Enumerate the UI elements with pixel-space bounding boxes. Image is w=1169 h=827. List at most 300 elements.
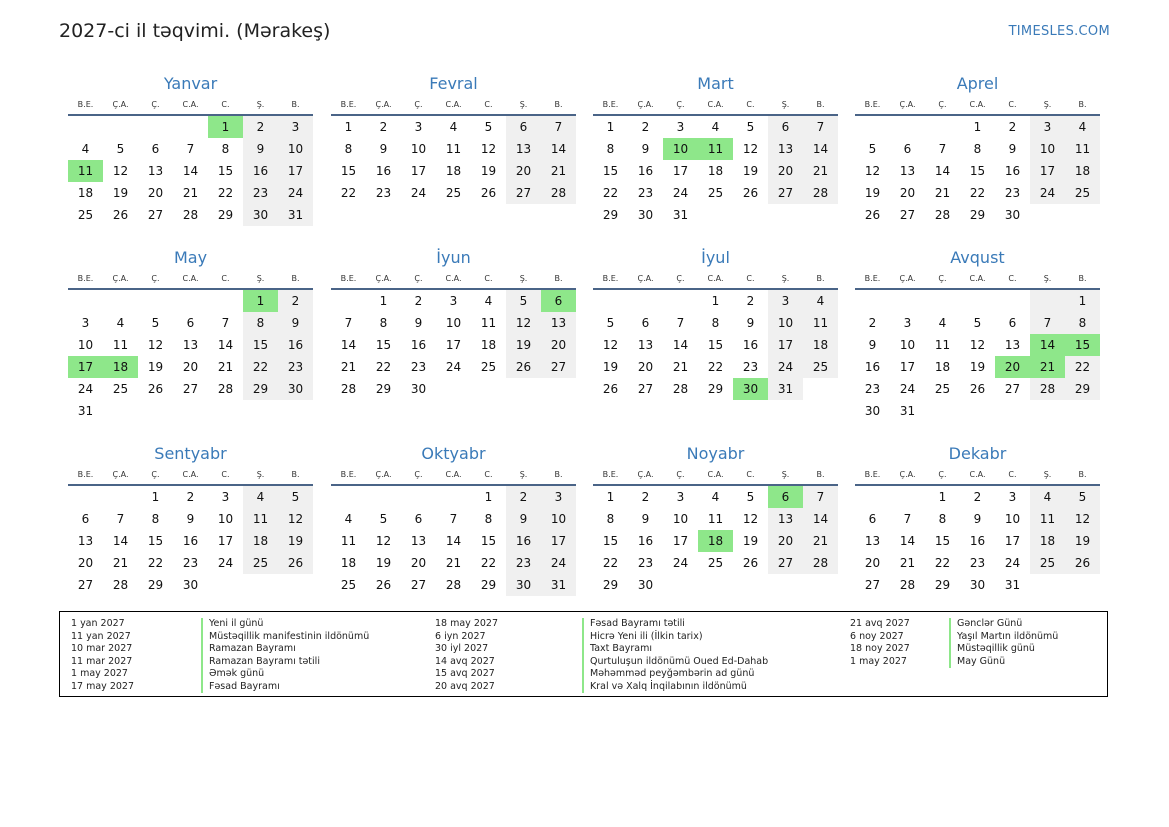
day-cell: 7	[186, 142, 195, 156]
weekday-label: B.	[291, 274, 300, 283]
weekday-label: C.	[746, 100, 755, 109]
month-name: Yanvar	[163, 74, 218, 93]
legend-date: 10 mar 2027	[71, 643, 133, 654]
empty-day-cell	[331, 290, 366, 312]
legend-dates-column	[71, 618, 134, 693]
day-cell: 7	[344, 316, 353, 330]
weekday-label: Ş.	[1043, 100, 1052, 109]
day-cell: 17	[672, 534, 689, 548]
day-cell: 26	[602, 382, 619, 396]
day-cell: 7	[541, 116, 576, 138]
day-cell: 12	[602, 338, 619, 352]
day-cell: 25	[340, 578, 357, 592]
weekday-label: Ş.	[781, 470, 790, 479]
legend-holiday-name: Fəsad Bayramı tətili	[590, 618, 685, 629]
day-cell: 23	[375, 186, 392, 200]
day-cell: 29	[602, 578, 619, 592]
weekday-label: Ş.	[781, 100, 790, 109]
day-cell: 16	[637, 534, 654, 548]
day-cell: 14	[899, 534, 916, 548]
day-cell: 28	[445, 578, 462, 592]
day-cell: 29	[243, 378, 278, 400]
weekday-label: Ş.	[519, 100, 528, 109]
day-cell: 2	[1008, 120, 1017, 134]
day-cell: 9	[868, 338, 877, 352]
legend-date: 20 avq 2027	[435, 680, 495, 692]
day-cell: 17	[899, 360, 916, 374]
day-cell: 13	[147, 164, 164, 178]
weekday-label: Ş.	[256, 274, 265, 283]
day-cell: 20	[410, 556, 427, 570]
day-cell: 13	[77, 534, 94, 548]
month-name: Sentyabr	[154, 444, 227, 463]
day-cell: 18	[340, 556, 357, 570]
day-cell: 15	[217, 164, 234, 178]
month-6	[593, 247, 838, 400]
day-cell: 13	[182, 338, 199, 352]
legend-date: 6 noy 2027	[850, 630, 904, 642]
day-grid	[855, 290, 1100, 422]
weekday-label: Ç.	[151, 100, 160, 109]
empty-day-cell	[925, 290, 960, 312]
weekday-label: C.A.	[969, 274, 986, 283]
day-cell: 19	[969, 360, 986, 374]
month-3	[855, 73, 1100, 226]
weekday-label: Ç.A.	[112, 470, 129, 479]
day-cell: 27	[768, 552, 803, 574]
day-cell: 22	[375, 360, 392, 374]
day-cell: 24	[1030, 182, 1065, 204]
empty-day-cell	[593, 290, 628, 312]
day-cell: 21	[672, 360, 689, 374]
day-cell: 7	[903, 512, 912, 526]
day-cell: 3	[676, 490, 685, 504]
day-cell: 22	[147, 556, 164, 570]
day-cell: 20	[768, 530, 803, 552]
day-cell: 12	[278, 508, 313, 530]
day-cell: 2	[186, 490, 195, 504]
empty-day-cell	[855, 486, 890, 508]
day-cell: 5	[1065, 486, 1100, 508]
day-cell: 15	[602, 164, 619, 178]
weekday-label: Ş.	[519, 274, 528, 283]
day-cell: 4	[711, 120, 720, 134]
day-cell: 13	[768, 508, 803, 530]
day-cell: 10	[410, 142, 427, 156]
day-cell: 23	[637, 186, 654, 200]
day-cell: 17	[1004, 534, 1021, 548]
empty-day-cell	[208, 290, 243, 312]
day-cell: 9	[506, 508, 541, 530]
day-cell: 19	[864, 186, 881, 200]
day-cell: 31	[278, 204, 313, 226]
legend-holiday-name: Ramazan Bayramı	[209, 643, 296, 654]
holiday-day-cell: 21	[1030, 356, 1065, 378]
day-cell: 17	[1030, 160, 1065, 182]
day-cell: 25	[445, 186, 462, 200]
weekday-label: C.	[221, 470, 230, 479]
weekday-header	[593, 96, 838, 116]
day-cell: 2	[278, 290, 313, 312]
day-cell: 6	[1008, 316, 1017, 330]
weekday-label: Ş.	[1043, 470, 1052, 479]
day-cell: 4	[803, 290, 838, 312]
legend-holiday-name: Qurtuluşun ildönümü Oued Ed-Dahab	[590, 655, 769, 667]
empty-day-cell	[173, 290, 208, 312]
day-cell: 27	[899, 208, 916, 222]
day-cell: 16	[182, 534, 199, 548]
day-cell: 2	[506, 486, 541, 508]
day-cell: 12	[112, 164, 129, 178]
day-cell: 6	[768, 116, 803, 138]
day-cell: 26	[375, 578, 392, 592]
empty-day-cell	[103, 116, 138, 138]
legend-date: 11 yan 2027	[71, 630, 131, 642]
weekday-label: B.E.	[864, 470, 881, 479]
day-cell: 12	[506, 312, 541, 334]
holiday-day-cell: 6	[541, 290, 576, 312]
empty-day-cell	[436, 486, 471, 508]
month-name: Oktyabr	[421, 444, 486, 463]
day-cell: 30	[969, 578, 986, 592]
day-cell: 16	[410, 338, 427, 352]
weekday-label: B.E.	[77, 100, 94, 109]
day-cell: 24	[899, 382, 916, 396]
day-cell: 27	[410, 578, 427, 592]
empty-day-cell	[890, 486, 925, 508]
weekday-label: B.	[1078, 274, 1087, 283]
day-cell: 20	[147, 186, 164, 200]
day-cell: 31	[672, 208, 689, 222]
day-cell: 20	[77, 556, 94, 570]
day-cell: 21	[934, 186, 951, 200]
day-cell: 15	[375, 338, 392, 352]
day-cell: 30	[278, 378, 313, 400]
holiday-day-cell: 18	[698, 530, 733, 552]
day-cell: 3	[676, 120, 685, 134]
empty-day-cell	[103, 486, 138, 508]
weekday-label: Ş.	[256, 100, 265, 109]
day-cell: 18	[803, 334, 838, 356]
legend-holiday-name: Kral və Xalq İnqilabının ildönümü	[590, 680, 747, 692]
legend-holiday-name: Yaşıl Martın ildönümü	[957, 630, 1059, 642]
day-cell: 12	[742, 142, 759, 156]
day-cell: 21	[541, 160, 576, 182]
month-name: İyul	[701, 248, 730, 267]
weekday-label: B.	[554, 470, 563, 479]
day-cell: 29	[217, 208, 234, 222]
day-cell: 3	[541, 486, 576, 508]
day-cell: 8	[344, 142, 353, 156]
empty-day-cell	[138, 116, 173, 138]
day-cell: 20	[637, 360, 654, 374]
day-cell: 14	[445, 534, 462, 548]
day-cell: 22	[602, 556, 619, 570]
day-cell: 11	[480, 316, 497, 330]
weekday-header	[68, 270, 313, 290]
day-cell: 5	[606, 316, 615, 330]
day-cell: 11	[934, 338, 951, 352]
day-cell: 3	[278, 116, 313, 138]
day-cell: 13	[768, 138, 803, 160]
day-cell: 5	[484, 120, 493, 134]
day-cell: 8	[379, 316, 388, 330]
weekday-label: C.A.	[969, 470, 986, 479]
day-cell: 11	[340, 534, 357, 548]
day-cell: 3	[81, 316, 90, 330]
day-cell: 23	[182, 556, 199, 570]
day-cell: 22	[602, 186, 619, 200]
day-cell: 28	[340, 382, 357, 396]
day-cell: 11	[1030, 508, 1065, 530]
day-cell: 3	[1030, 116, 1065, 138]
day-cell: 4	[938, 316, 947, 330]
day-cell: 23	[243, 182, 278, 204]
weekday-label: Ç.A.	[899, 470, 916, 479]
day-cell: 18	[480, 338, 497, 352]
day-cell: 4	[484, 294, 493, 308]
page-title: 2027-ci il təqvimi. (Mərakeş)	[59, 20, 331, 42]
day-cell: 14	[934, 164, 951, 178]
weekday-header	[855, 270, 1100, 290]
day-cell: 11	[803, 312, 838, 334]
day-cell: 29	[707, 382, 724, 396]
month-2	[593, 73, 838, 226]
day-cell: 23	[637, 556, 654, 570]
day-cell: 19	[112, 186, 129, 200]
day-cell: 19	[742, 164, 759, 178]
month-8	[68, 443, 313, 596]
day-cell: 14	[803, 138, 838, 160]
weekday-label: Ç.A.	[112, 274, 129, 283]
day-cell: 29	[375, 382, 392, 396]
legend-holiday-name: Yeni il günü	[209, 618, 264, 629]
empty-day-cell	[68, 486, 103, 508]
day-cell: 15	[707, 338, 724, 352]
weekday-label: B.	[291, 470, 300, 479]
day-cell: 16	[375, 164, 392, 178]
day-cell: 21	[803, 530, 838, 552]
day-cell: 8	[711, 316, 720, 330]
legend-holiday-marker	[949, 618, 951, 668]
day-cell: 23	[1004, 186, 1021, 200]
day-cell: 10	[541, 508, 576, 530]
weekday-label: B.E.	[864, 274, 881, 283]
month-name: Mart	[697, 74, 734, 93]
day-cell: 23	[742, 360, 759, 374]
day-cell: 29	[602, 208, 619, 222]
weekday-label: Ç.	[676, 470, 685, 479]
day-cell: 22	[243, 356, 278, 378]
weekday-label: B.E.	[602, 274, 619, 283]
day-cell: 10	[768, 312, 803, 334]
legend-date: 17 may 2027	[71, 680, 135, 692]
day-cell: 2	[243, 116, 278, 138]
day-cell: 1	[711, 294, 720, 308]
weekday-header	[593, 466, 838, 486]
day-cell: 16	[506, 530, 541, 552]
weekday-label: B.	[816, 100, 825, 109]
weekday-label: Ç.A.	[637, 470, 654, 479]
day-cell: 27	[864, 578, 881, 592]
weekday-label: B.E.	[77, 274, 94, 283]
day-cell: 1	[151, 490, 160, 504]
day-cell: 2	[868, 316, 877, 330]
day-cell: 28	[803, 182, 838, 204]
day-cell: 5	[746, 120, 755, 134]
legend-holiday-name: Müstəqillik günü	[957, 643, 1035, 654]
day-cell: 8	[938, 512, 947, 526]
day-cell: 3	[1008, 490, 1017, 504]
empty-day-cell	[103, 290, 138, 312]
day-cell: 9	[746, 316, 755, 330]
day-cell: 20	[768, 160, 803, 182]
day-cell: 26	[112, 208, 129, 222]
day-cell: 28	[1030, 378, 1065, 400]
day-cell: 21	[899, 556, 916, 570]
legend-date: 1 yan 2027	[71, 618, 125, 629]
day-cell: 4	[243, 486, 278, 508]
day-cell: 13	[410, 534, 427, 548]
day-cell: 31	[541, 574, 576, 596]
day-grid	[331, 116, 576, 204]
day-cell: 7	[221, 316, 230, 330]
day-cell: 25	[77, 208, 94, 222]
weekday-label: Ş.	[256, 470, 265, 479]
day-cell: 9	[379, 142, 388, 156]
day-cell: 7	[1030, 312, 1065, 334]
day-cell: 18	[1065, 160, 1100, 182]
day-cell: 28	[672, 382, 689, 396]
legend-date: 30 iyl 2027	[435, 643, 489, 654]
legend-names-column	[209, 618, 369, 693]
day-cell: 19	[506, 334, 541, 356]
weekday-label: B.E.	[864, 100, 881, 109]
weekday-label: B.E.	[602, 470, 619, 479]
holiday-legend	[59, 611, 1108, 697]
day-cell: 3	[903, 316, 912, 330]
day-cell: 8	[973, 142, 982, 156]
day-cell: 24	[672, 556, 689, 570]
weekday-label: B.	[816, 470, 825, 479]
day-cell: 23	[278, 356, 313, 378]
day-cell: 15	[480, 534, 497, 548]
day-cell: 21	[340, 360, 357, 374]
site-link[interactable]: TIMESLES.COM	[1008, 24, 1110, 39]
weekday-label: B.	[1078, 470, 1087, 479]
day-cell: 22	[480, 556, 497, 570]
day-cell: 1	[606, 490, 615, 504]
day-cell: 28	[803, 552, 838, 574]
day-cell: 23	[969, 556, 986, 570]
weekday-label: Ç.	[938, 470, 947, 479]
empty-day-cell	[628, 290, 663, 312]
day-cell: 12	[742, 512, 759, 526]
month-name: May	[173, 248, 208, 267]
day-cell: 6	[151, 142, 160, 156]
day-cell: 24	[410, 186, 427, 200]
empty-day-cell	[995, 290, 1030, 312]
day-cell: 9	[186, 512, 195, 526]
empty-day-cell	[663, 290, 698, 312]
empty-day-cell	[401, 486, 436, 508]
day-cell: 23	[410, 360, 427, 374]
weekday-label: B.E.	[340, 274, 357, 283]
day-cell: 10	[445, 316, 462, 330]
weekday-label: Ç.	[151, 470, 160, 479]
day-cell: 13	[899, 164, 916, 178]
legend-dates-column	[435, 618, 498, 693]
day-cell: 16	[278, 334, 313, 356]
empty-day-cell	[890, 116, 925, 138]
day-cell: 10	[77, 338, 94, 352]
day-cell: 4	[449, 120, 458, 134]
day-cell: 25	[1065, 182, 1100, 204]
legend-date: 18 noy 2027	[850, 643, 910, 654]
day-cell: 25	[803, 356, 838, 378]
legend-holiday-marker	[582, 618, 584, 693]
legend-holiday-name: Məhəmməd peyğəmbərin ad günü	[590, 668, 755, 679]
weekday-label: C.	[746, 470, 755, 479]
day-cell: 18	[77, 186, 94, 200]
day-cell: 30	[1004, 208, 1021, 222]
day-cell: 3	[768, 290, 803, 312]
day-cell: 12	[864, 164, 881, 178]
day-cell: 20	[506, 160, 541, 182]
day-cell: 25	[934, 382, 951, 396]
day-cell: 5	[506, 290, 541, 312]
legend-holiday-name: Gənclər Günü	[957, 618, 1023, 629]
day-cell: 8	[606, 512, 615, 526]
legend-date: 18 may 2027	[435, 618, 499, 629]
day-cell: 19	[375, 556, 392, 570]
month-11	[855, 443, 1100, 596]
weekday-label: C.A.	[182, 274, 199, 283]
day-cell: 15	[969, 164, 986, 178]
day-cell: 24	[278, 182, 313, 204]
holiday-day-cell: 1	[243, 290, 278, 312]
day-cell: 24	[768, 356, 803, 378]
weekday-label: C.A.	[707, 470, 724, 479]
day-cell: 27	[1004, 382, 1021, 396]
day-cell: 4	[116, 316, 125, 330]
day-cell: 12	[480, 142, 497, 156]
day-grid	[68, 486, 313, 596]
day-cell: 15	[340, 164, 357, 178]
legend-holiday-name: Taxt Bayramı	[590, 643, 653, 654]
month-1	[331, 73, 576, 204]
day-cell: 17	[445, 338, 462, 352]
day-cell: 3	[414, 120, 423, 134]
empty-day-cell	[68, 116, 103, 138]
day-cell: 16	[637, 164, 654, 178]
day-cell: 27	[541, 356, 576, 378]
legend-names-column	[590, 618, 768, 693]
day-cell: 27	[637, 382, 654, 396]
month-4	[68, 247, 313, 422]
weekday-header	[68, 466, 313, 486]
weekday-label: C.	[484, 470, 493, 479]
day-cell: 23	[506, 552, 541, 574]
day-cell: 1	[344, 120, 353, 134]
day-cell: 8	[151, 512, 160, 526]
day-cell: 9	[243, 138, 278, 160]
day-cell: 15	[934, 534, 951, 548]
day-cell: 6	[506, 116, 541, 138]
day-cell: 9	[973, 512, 982, 526]
day-cell: 17	[410, 164, 427, 178]
day-cell: 31	[899, 404, 916, 418]
